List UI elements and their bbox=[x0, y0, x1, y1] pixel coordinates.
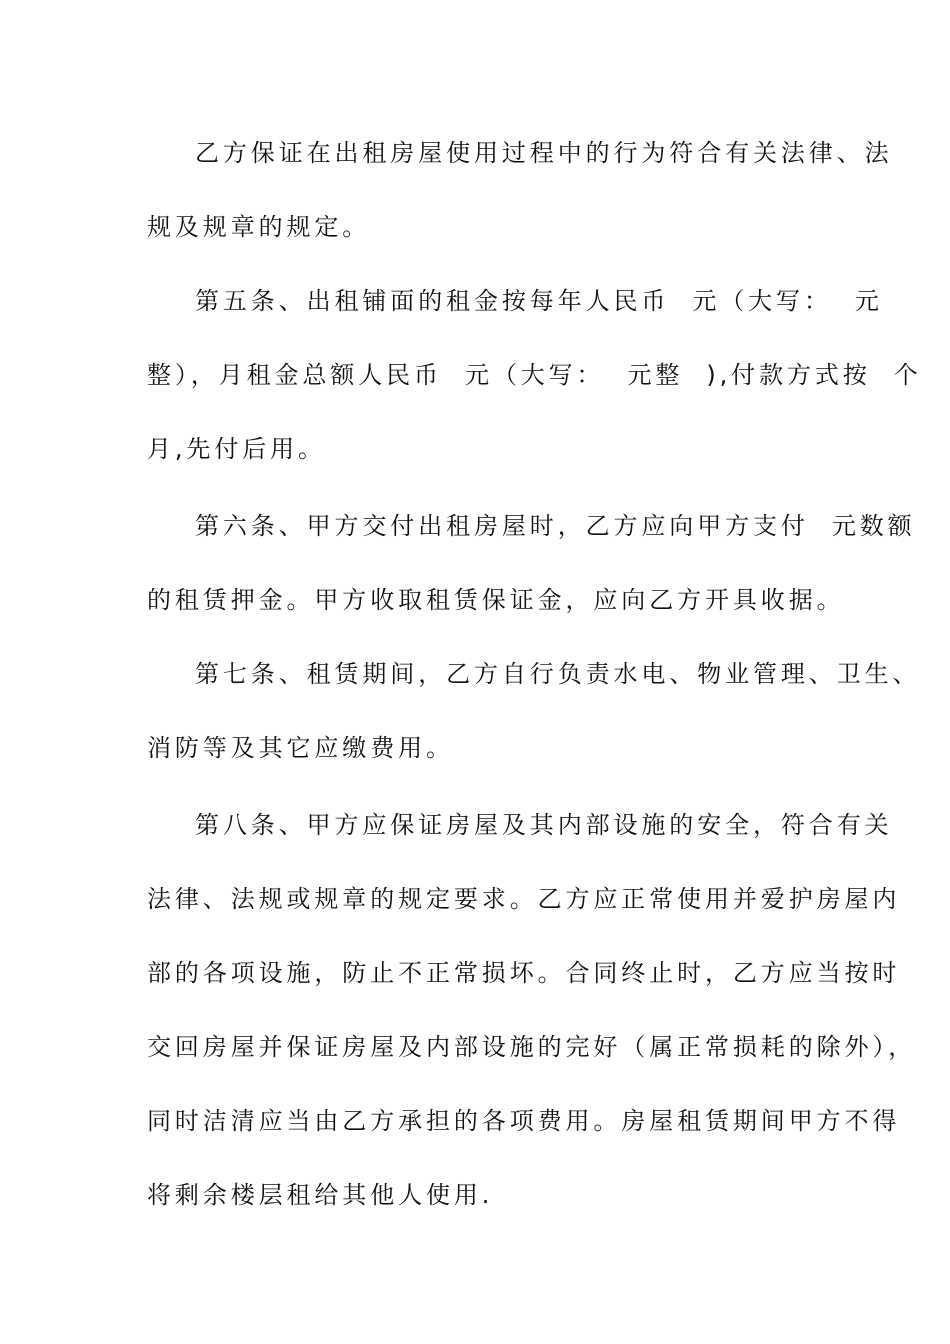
text-line: 交回房屋并保证房屋及内部设施的完好（属正常损耗的除外）， bbox=[147, 1033, 917, 1061]
text-line: 消防等及其它应缴费用。 bbox=[147, 734, 454, 762]
text-line: 同时洁清应当由乙方承担的各项费用。房屋租赁期间甲方不得 bbox=[147, 1107, 901, 1135]
text-line: 第五条、出租铺面的租金按每年人民币 元（大写： 元 bbox=[195, 287, 883, 315]
text-line: 法律、法规或规章的规定要求。乙方应正常使用并爱护房屋内 bbox=[147, 885, 901, 913]
text-line: 乙方保证在出租房屋使用过程中的行为符合有关法律、法 bbox=[195, 139, 893, 167]
text-line: 第八条、甲方应保证房屋及其内部设施的安全，符合有关 bbox=[195, 811, 893, 839]
text-line: 规及规章的规定。 bbox=[147, 213, 371, 241]
text-line: 的租赁押金。甲方收取租赁保证金，应向乙方开具收据。 bbox=[147, 586, 845, 614]
text-line: 第七条、租赁期间，乙方自行负责水电、物业管理、卫生、 bbox=[195, 660, 921, 688]
text-line: 月,先付后用。 bbox=[147, 435, 326, 463]
text-line: 部的各项设施，防止不正常损坏。合同终止时，乙方应当按时 bbox=[147, 959, 901, 987]
text-line: 第六条、甲方交付出租房屋时，乙方应向甲方支付 元数额 bbox=[195, 512, 916, 540]
text-line: 将剩余楼层租给其他人使用. bbox=[147, 1181, 494, 1209]
text-line: 整），月租金总额人民币 元（大写： 元整 ),付款方式按 个 bbox=[147, 361, 922, 389]
